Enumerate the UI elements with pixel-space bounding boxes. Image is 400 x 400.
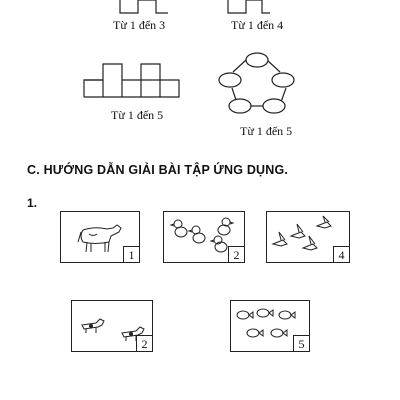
cow-icon (75, 222, 125, 254)
caption-top-left: Từ 1 đến 3 (113, 18, 166, 32)
picture-card-birds (266, 211, 350, 263)
caption-zigzag-five: Từ 1 đến 5 (111, 108, 164, 122)
count-box-fish: 5 (293, 335, 310, 352)
count-box-chicks: 2 (228, 246, 245, 263)
count-box-dogs: 2 (136, 335, 153, 352)
picture-card-fish (230, 300, 310, 352)
caption-top-right: Từ 1 đến 4 (231, 18, 284, 32)
picture-card-chicks (163, 211, 245, 263)
picture-card-dogs (71, 300, 153, 352)
count-box-cow: 1 (123, 246, 140, 263)
caption-ring-five: Từ 1 đến 5 (240, 124, 293, 138)
exercise-number: 1. (27, 196, 38, 210)
count-box-birds: 4 (333, 246, 350, 263)
picture-card-cow (60, 211, 140, 263)
section-heading: C. HƯỚNG DẪN GIẢI BÀI TẬP ỨNG DỤNG. (27, 163, 289, 177)
